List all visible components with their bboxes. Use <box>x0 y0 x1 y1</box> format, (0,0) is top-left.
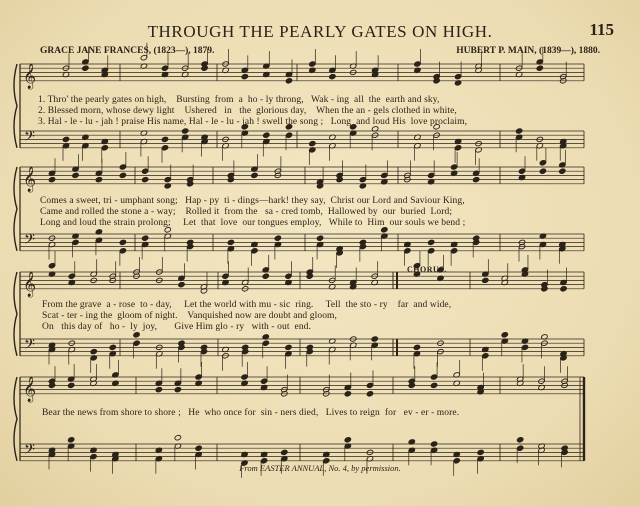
note-head <box>141 168 148 174</box>
note-head <box>161 145 168 151</box>
note-head <box>344 437 351 443</box>
note-head <box>119 248 126 254</box>
note-head <box>101 145 108 151</box>
note-head <box>62 136 69 142</box>
note-head <box>285 132 292 138</box>
page-number: 115 <box>589 20 614 39</box>
note-head <box>274 235 281 241</box>
hymn-title: THROUGH THE PEARLY GATES ON HIGH. <box>147 22 493 41</box>
note-head <box>195 374 202 380</box>
note-head <box>472 176 479 182</box>
note-head <box>404 248 411 254</box>
note-head <box>281 449 288 455</box>
note-head <box>68 273 75 279</box>
brace <box>14 272 17 356</box>
note-head <box>182 128 189 134</box>
lyric-line: 2. Blessed morn, whose dewy light Ushered in the glorious day, When the an - gels clothed in white, <box>38 106 457 116</box>
note-head <box>133 340 140 346</box>
source-note: From EASTER ANNUAL, No. 4, by permission. <box>239 463 401 473</box>
treble-clef: 𝄞 <box>23 271 37 297</box>
lyric-line: 3. Hal - le - lu - jah ! praise His name, Hal - le - lu - jah ! swell the song ; Long and loud His love proclaim, <box>38 117 468 127</box>
note-head <box>428 172 435 178</box>
lyric-line: Comes a sweet, tri - umphant song; Hap - py ti - dings—hark! they say, Christ our Lord and Saviour King, <box>40 196 465 206</box>
note-head <box>430 382 437 388</box>
note-head <box>48 263 55 269</box>
lyric-line: 1. Thro' the pearly gates on high, Bursting from a ho - ly throng, Wak - ing all the earth and sky, <box>38 95 440 105</box>
note-head <box>141 176 148 182</box>
note-head <box>141 235 148 241</box>
treble-clef: 𝄞 <box>23 376 37 402</box>
lyric-line: Came and rolled the stone a - way; Rolled it from the sa - cred tomb, Hallowed by our buried Lord; <box>40 207 453 217</box>
note-head <box>450 164 457 170</box>
note-head <box>241 374 248 380</box>
note-head <box>227 239 234 245</box>
note-head <box>428 248 435 254</box>
note-head <box>428 239 435 245</box>
bass-clef: 𝄢 <box>24 128 35 149</box>
treble-clef: 𝄞 <box>23 63 37 89</box>
note-head <box>195 445 202 451</box>
note-head <box>90 453 97 459</box>
note-head <box>366 382 373 388</box>
note-head <box>450 248 457 254</box>
note-head <box>482 353 489 359</box>
note-head <box>482 277 489 283</box>
note-head <box>518 168 525 174</box>
note-head <box>263 132 270 138</box>
lyricist-credit: GRACE JANE FRANCES, (1823—), 1879. <box>40 46 215 56</box>
note-head <box>381 172 388 178</box>
note-head <box>430 441 437 447</box>
note-head <box>521 344 528 350</box>
bass-clef: 𝄢 <box>24 441 35 462</box>
note-head <box>119 239 126 245</box>
note-head <box>251 248 258 254</box>
brace <box>14 167 17 251</box>
lyric-line: Bear the news from shore to shore ; He who once for sin - ners died, Lives to reign for ev - er - more. <box>42 408 460 418</box>
note-head <box>119 172 126 178</box>
note-head <box>285 273 292 279</box>
note-head <box>241 73 248 79</box>
note-head <box>222 273 229 279</box>
brace <box>14 377 17 461</box>
note-head <box>477 449 484 455</box>
note-head <box>48 176 55 182</box>
lyric-line: From the grave a - rose to - day, Let the world with mu - sic ring. Tell the sto - ry far and wide, <box>42 300 452 310</box>
note-head <box>560 286 567 292</box>
note-head <box>371 336 378 342</box>
composer-credit: HUBERT P. MAIN, (1839—), 1880. <box>456 46 600 56</box>
note-head <box>285 78 292 84</box>
note-head <box>501 332 508 338</box>
note-head <box>178 281 185 287</box>
note-head <box>536 65 543 71</box>
chorus-label: CHORUS. <box>407 265 447 274</box>
note-head <box>95 176 102 182</box>
note-head <box>251 172 258 178</box>
note-head <box>90 348 97 354</box>
note-head <box>515 128 522 134</box>
note-head <box>174 386 181 392</box>
note-head <box>72 172 79 178</box>
lyric-line: Long and loud the strain prolong; Let that love our tongues employ, While to Him our souls we bend ; <box>40 218 466 228</box>
note-head <box>155 386 162 392</box>
note-head <box>262 273 269 279</box>
note-head <box>72 239 79 245</box>
bass-clef: 𝄢 <box>24 336 35 357</box>
note-head <box>67 382 74 388</box>
treble-clef: 𝄞 <box>23 166 37 192</box>
note-head <box>517 445 524 451</box>
note-head <box>82 65 89 71</box>
note-head <box>161 65 168 71</box>
note-head <box>174 435 181 441</box>
note-head <box>140 55 147 61</box>
note-head <box>517 437 524 443</box>
note-head <box>454 145 461 151</box>
note-head <box>559 168 566 174</box>
note-head <box>539 160 546 166</box>
note-head <box>133 332 140 338</box>
brace <box>14 64 17 148</box>
note-head <box>329 73 336 79</box>
note-head <box>260 378 267 384</box>
lyric-line: Scat - ter - ing the gloom of night. Vanquished now are doubt and gloom, <box>42 311 338 321</box>
note-head <box>344 391 351 397</box>
note-head <box>67 437 74 443</box>
note-head <box>285 344 292 350</box>
note-head <box>309 61 316 67</box>
note-head <box>262 340 269 346</box>
note-head <box>359 176 366 182</box>
lyric-line: On this day of ho - ly joy, Give Him glo - ry with - out end. <box>42 322 311 332</box>
note-head <box>430 374 437 380</box>
note-head <box>414 61 421 67</box>
note-head <box>164 176 171 182</box>
note-head <box>309 140 316 146</box>
note-head <box>161 136 168 142</box>
bass-clef: 𝄢 <box>24 231 35 252</box>
note-head <box>539 168 546 174</box>
note-head <box>366 391 373 397</box>
note-head <box>454 73 461 79</box>
note-head <box>413 344 420 350</box>
note-head <box>109 344 116 350</box>
note-head <box>119 164 126 170</box>
note-head <box>316 235 323 241</box>
